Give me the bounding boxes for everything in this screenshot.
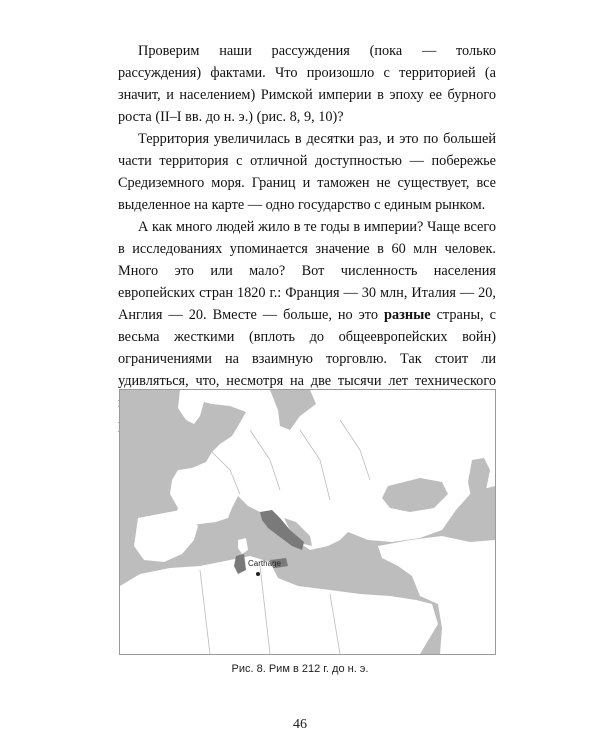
paragraph-3-bold-word: разные: [384, 307, 431, 323]
carthage-label: Carthage: [248, 559, 281, 568]
carthage-dot: [256, 572, 260, 576]
paragraph-2: [118, 128, 496, 216]
mediterranean-map: [120, 390, 495, 654]
page-number: 46: [293, 717, 307, 732]
paragraph-1: [118, 40, 496, 128]
paragraph-3-text-before: А как много людей жило в те годы в империи? Чаще всего в исследованиях упоминается значение в 60 млн человек. Много это или мало? Вот численность населения европейских стран 1820 г.: Франция — 30 млн, Италия — 20, Англия — 20. Вместе — больше, но это: [118, 219, 496, 323]
paragraph-3-text-after: страны, с весьма жесткими (вплоть до общеевропейских войн) ограничениями на взаимную торговлю. Так стоит ли удивляться, что, несмотря на две тысячи лет технического: [118, 307, 496, 389]
figure-caption: Рис. 8. Рим в 212 г. до н. э.: [231, 663, 369, 675]
paragraph-1-text: Проверим наши рассуждения (пока — только рассуждения) фактами. Что произошло с территорией (а значит, и населением) Римской империи в эпоху ее бурного роста (II–I вв. до н. э.) (рис. 8, 9, 10)?: [118, 43, 496, 125]
body-text: [118, 40, 496, 436]
map-figure: [119, 389, 496, 655]
paragraph-2-text: Территория увеличилась в десятки раз, и это по большей части территория с отличной доступностью — побережье Средиземного моря. Границ и таможен не существует, все выделенное на карте — одно государство с единым рынком.: [118, 131, 496, 213]
